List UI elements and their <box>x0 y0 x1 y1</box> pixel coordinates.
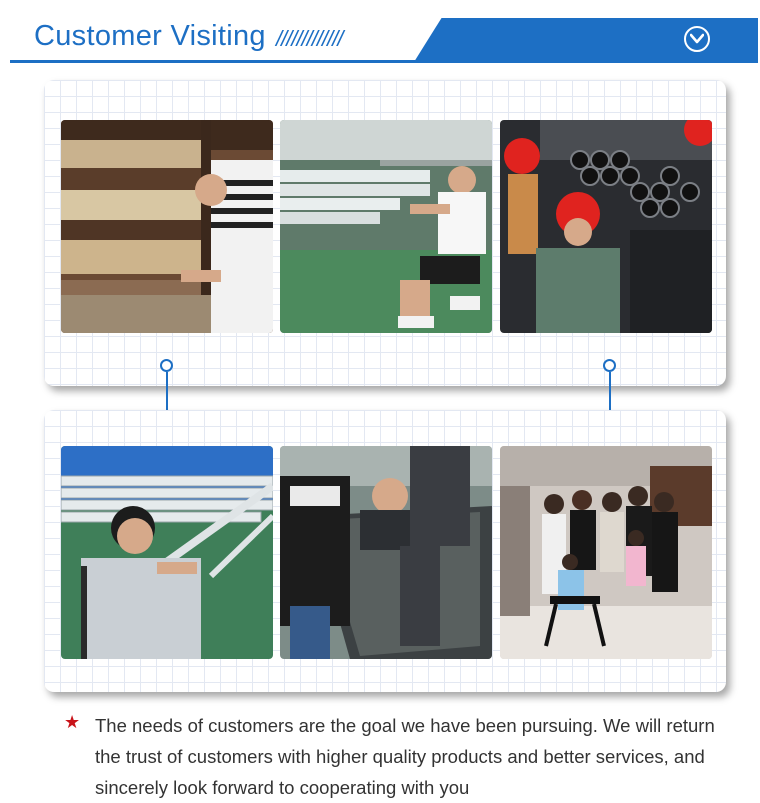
chevron-down-circle-icon[interactable] <box>684 26 710 52</box>
hardhat-steel-tube-photo <box>500 120 712 333</box>
pipe-bundle-inspection-photo <box>280 120 492 333</box>
connector-left-top-dot <box>160 359 173 372</box>
sheet-inspection-photo <box>280 446 492 659</box>
star-icon: ★ <box>64 712 81 732</box>
warehouse-inspection-photo <box>61 120 273 333</box>
gallery-card-top <box>44 80 726 386</box>
connector-right-top-dot <box>603 359 616 372</box>
pipe-measurement-photo <box>61 446 273 659</box>
section-header <box>10 18 758 62</box>
header-decoration: ///////////// <box>276 26 343 51</box>
group-photo-mall <box>500 446 712 659</box>
description-text: The needs of customers are the goal we have been pursuing. We will return the trust of customers with higher quality products and better services, and sincerely look forward to cooperating with you <box>95 715 715 798</box>
gallery-card-bottom <box>44 410 726 692</box>
page-title: Customer Visiting <box>34 20 266 52</box>
